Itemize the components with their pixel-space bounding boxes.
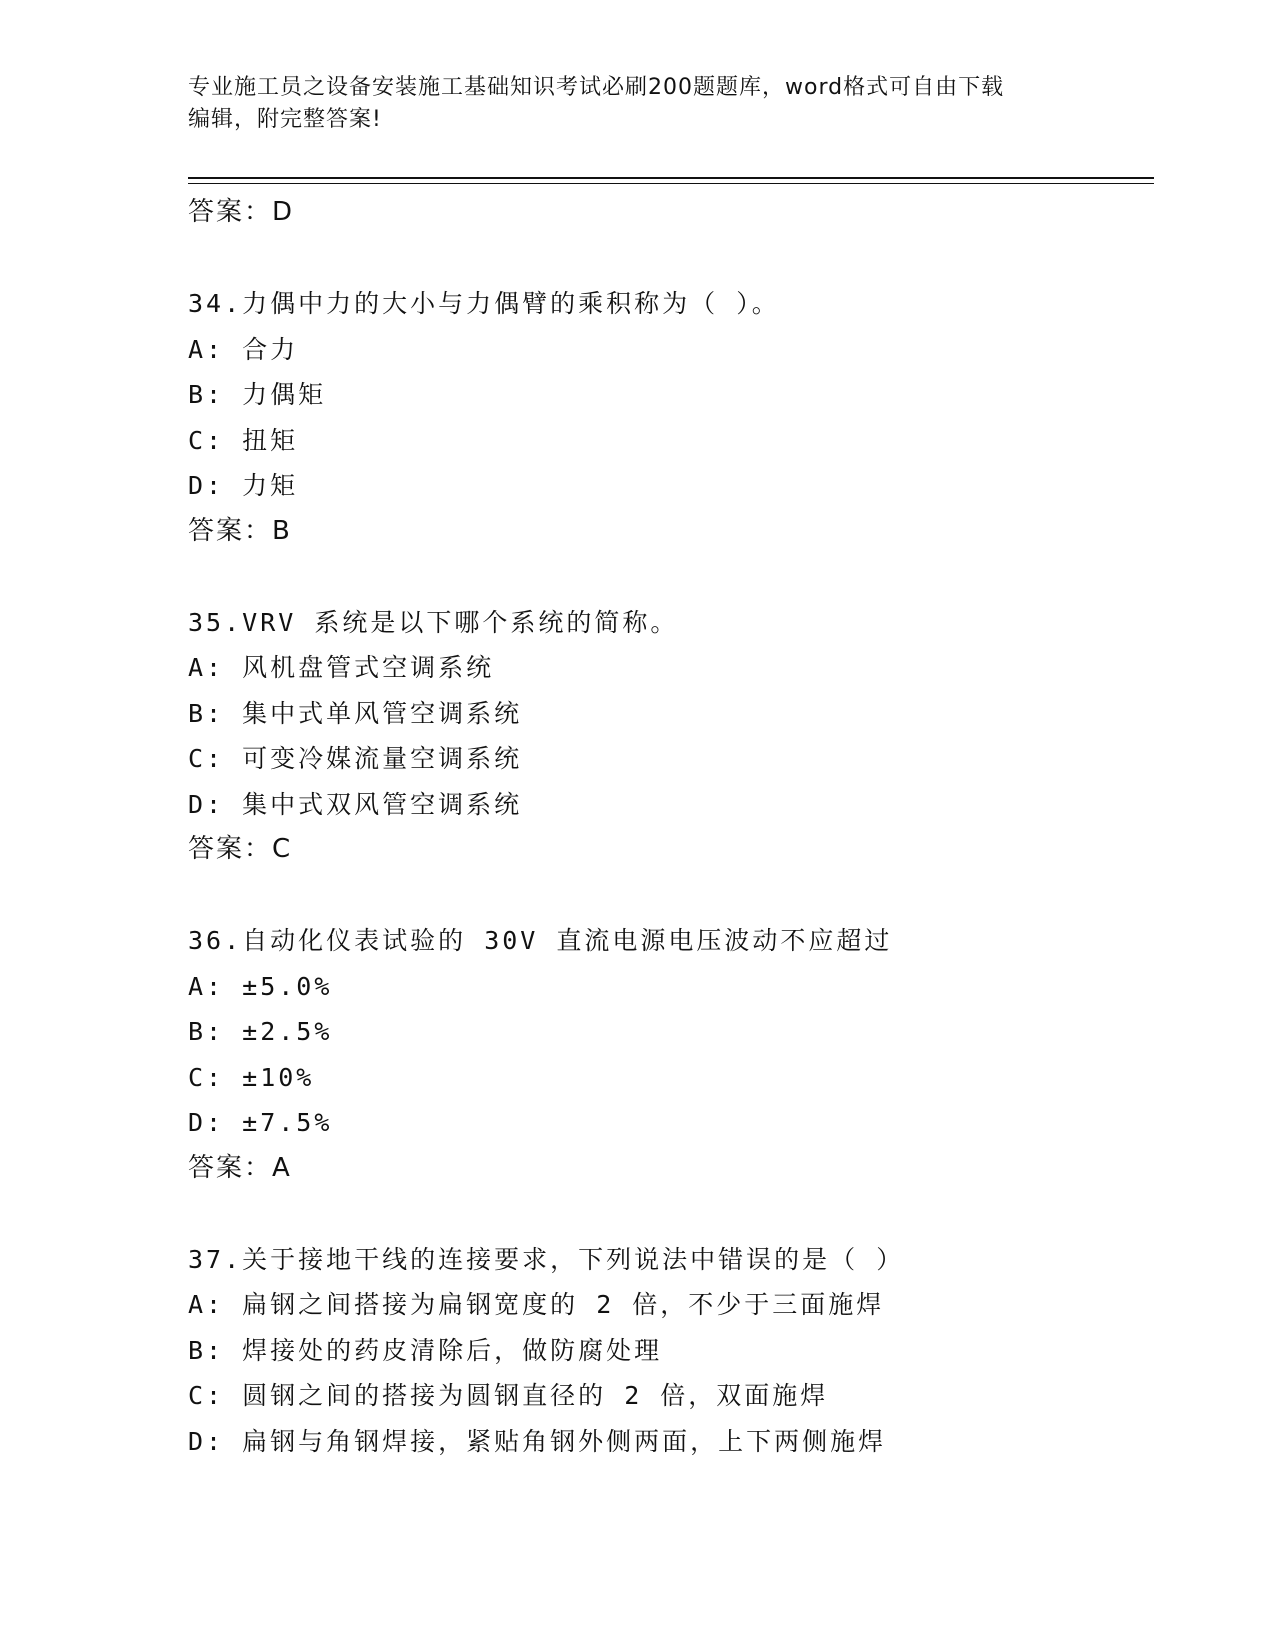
header-line-2: 编辑，附完整答案! xyxy=(188,107,382,132)
question-37-option-a: A: 扁钢之间搭接为扁钢宽度的 2 倍，不少于三面施焊 xyxy=(188,1290,885,1319)
question-34-option-d: D: 力矩 xyxy=(188,471,299,500)
answer-value: B xyxy=(272,515,292,546)
question-34-stem: 34.力偶中力的大小与力偶臂的乘积称为（ ）。 xyxy=(188,289,780,318)
header-rule-thin xyxy=(188,183,1154,184)
question-36-option-d: D: ±7.5% xyxy=(188,1108,333,1137)
question-36-option-a: A: ±5.0% xyxy=(188,971,333,1001)
question-34-option-c: C: 扭矩 xyxy=(188,425,299,455)
question-34-option-b: B: 力偶矩 xyxy=(188,380,327,409)
question-35-stem: 35.VRV 系统是以下哪个系统的简称。 xyxy=(188,607,679,637)
answer-label: 答案： xyxy=(188,515,273,546)
question-34-option-a: A: 合力 xyxy=(188,334,299,364)
answer-33 xyxy=(188,190,1148,236)
question-36-option-c: C: ±10% xyxy=(188,1062,315,1092)
spacer xyxy=(188,873,1148,919)
spacer xyxy=(188,236,1148,282)
question-35-option-b: B: 集中式单风管空调系统 xyxy=(188,698,523,728)
question-37-stem: 37.关于接地干线的连接要求，下列说法中错误的是（ ） xyxy=(188,1244,905,1274)
answer-value: C xyxy=(272,834,293,864)
header-rule-thick xyxy=(188,177,1154,179)
answer-label: 答案： xyxy=(188,834,273,864)
answer-35 xyxy=(188,827,1148,873)
question-37-option-d: D: 扁钢与角钢焊接，紧贴角钢外侧两面，上下两侧施焊 xyxy=(188,1426,887,1456)
answer-value: A xyxy=(272,1152,292,1183)
document-header xyxy=(188,72,1088,136)
question-37-option-b: B: 焊接处的药皮清除后，做防腐处理 xyxy=(188,1335,663,1365)
question-35-option-a: A: 风机盘管式空调系统 xyxy=(188,653,495,682)
header-line-1: 专业施工员之设备安装施工基础知识考试必刷200题题库，word格式可自由下载 xyxy=(188,75,1005,100)
answer-label: 答案： xyxy=(188,197,273,227)
spacer xyxy=(188,1191,1148,1237)
question-35-option-d: D: 集中式双风管空调系统 xyxy=(188,789,523,819)
question-36-option-b: B: ±2.5% xyxy=(188,1017,333,1046)
answer-36 xyxy=(188,1146,1148,1192)
question-37-option-c: C: 圆钢之间的搭接为圆钢直径的 2 倍，双面施焊 xyxy=(188,1381,829,1410)
answer-34 xyxy=(188,509,1148,555)
question-36-stem: 36.自动化仪表试验的 30V 直流电源电压波动不应超过 xyxy=(188,926,893,955)
spacer xyxy=(188,554,1148,600)
answer-value: D xyxy=(272,197,295,227)
question-list xyxy=(188,190,1148,1464)
question-35-option-c: C: 可变冷媒流量空调系统 xyxy=(188,744,523,773)
answer-label: 答案： xyxy=(188,1152,273,1183)
